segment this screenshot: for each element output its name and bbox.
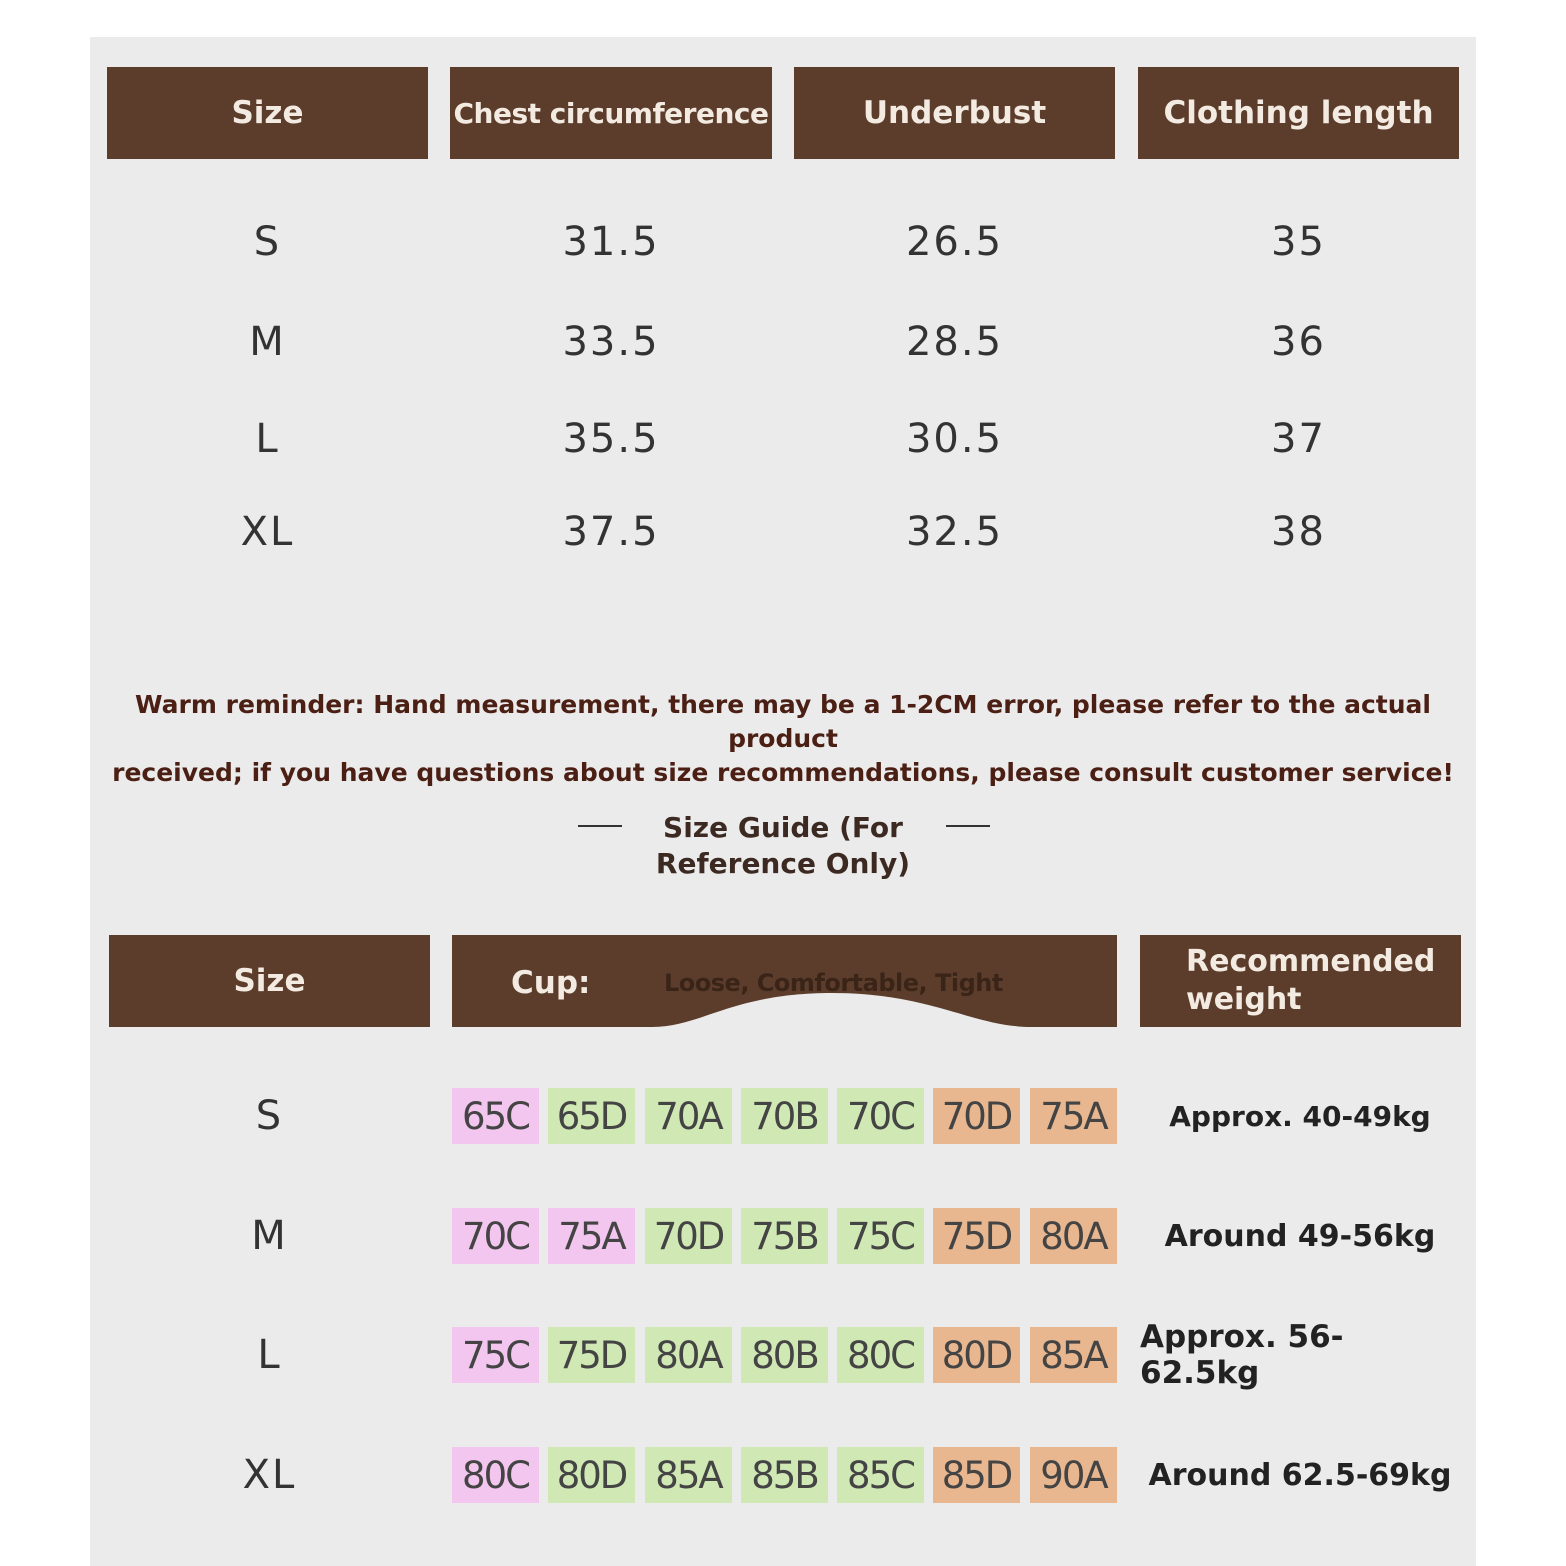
size-label: L	[257, 1332, 282, 1378]
cup-size-cell: 70A	[645, 1088, 732, 1144]
table-cell: 26.5	[905, 219, 1004, 265]
table-cell: 33.5	[562, 319, 660, 365]
reminder-line-2: received; if you have questions about size recommendations, please consult customer service!	[112, 758, 1454, 787]
size-guide-title-line-2: Reference Only)	[655, 847, 911, 880]
size-label: XL	[242, 1452, 297, 1498]
recommended-weight: Around 62.5-69kg	[1148, 1457, 1452, 1493]
cup-size-cell: 70B	[741, 1088, 828, 1144]
table-cell: S	[253, 219, 282, 265]
size-guide-title	[640, 810, 926, 882]
header-underbust: Underbust	[794, 67, 1115, 159]
cup-size-cell: 75A	[1030, 1088, 1117, 1144]
table-cell: 36	[1271, 319, 1326, 365]
table-cell: 37	[1271, 416, 1326, 462]
header-recommended-weight	[1140, 935, 1461, 1027]
cup-size-cell: 80A	[1030, 1208, 1117, 1264]
cup-size-cell: 80C	[837, 1327, 924, 1383]
size-label: M	[251, 1213, 288, 1259]
cup-size-cell: 80D	[933, 1327, 1020, 1383]
title-dash-right	[946, 825, 990, 827]
header-cup	[452, 935, 1117, 1027]
cup-size-cell: 80D	[548, 1447, 635, 1503]
size-guide-title-line-1: Size Guide (For	[663, 811, 903, 844]
table-cell: 32.5	[905, 509, 1004, 555]
header-chest-circumference: Chest circumference	[450, 67, 772, 159]
size-label: S	[255, 1093, 284, 1139]
cup-size-cell: 70D	[645, 1208, 732, 1264]
table-cell: 35.5	[562, 416, 660, 462]
cup-size-cell: 85A	[645, 1447, 732, 1503]
cup-size-cell: 65C	[452, 1088, 539, 1144]
cup-size-cell: 70C	[452, 1208, 539, 1264]
table-cell: 30.5	[905, 416, 1004, 462]
table-cell: XL	[240, 509, 295, 555]
header-weight-line-1: Recommended	[1186, 944, 1436, 979]
table-cell: 28.5	[905, 319, 1004, 365]
cup-size-cell: 75C	[452, 1327, 539, 1383]
warm-reminder-note	[100, 688, 1466, 790]
cup-size-cell: 75A	[548, 1208, 635, 1264]
cup-size-cell: 85D	[933, 1447, 1020, 1503]
cup-size-cell: 70D	[933, 1088, 1020, 1144]
table-cell: L	[255, 416, 280, 462]
table-cell: 31.5	[562, 219, 660, 265]
header-cup-label: Cup:	[511, 965, 591, 1001]
cup-size-cell: 65D	[548, 1088, 635, 1144]
table-cell: 37.5	[562, 509, 660, 555]
cup-size-cell: 75C	[837, 1208, 924, 1264]
table-cell: M	[249, 319, 286, 365]
cup-size-cell: 80A	[645, 1327, 732, 1383]
cup-size-cell: 90A	[1030, 1447, 1117, 1503]
cup-size-cell: 70C	[837, 1088, 924, 1144]
cup-size-cell: 85B	[741, 1447, 828, 1503]
table-cell: 35	[1271, 219, 1326, 265]
header-clothing-length: Clothing length	[1138, 67, 1459, 159]
cup-size-cell: 75D	[933, 1208, 1020, 1264]
cup-size-cell: 85A	[1030, 1327, 1117, 1383]
recommended-weight: Approx. 40-49kg	[1169, 1099, 1431, 1133]
cup-size-cell: 75D	[548, 1327, 635, 1383]
cup-size-cell: 80C	[452, 1447, 539, 1503]
title-dash-left	[578, 825, 622, 827]
header-size: Size	[107, 67, 428, 159]
cup-size-cell: 80B	[741, 1327, 828, 1383]
recommended-weight: Approx. 56-62.5kg	[1140, 1319, 1344, 1391]
cup-size-cell: 75B	[741, 1208, 828, 1264]
recommended-weight: Around 49-56kg	[1164, 1218, 1436, 1254]
table-cell: 38	[1271, 509, 1326, 555]
header-weight-line-2: weight	[1186, 982, 1302, 1017]
reminder-line-1: Warm reminder: Hand measurement, there may be a 1-2CM error, please refer to the actual product	[134, 690, 1431, 753]
cup-size-cell: 85C	[837, 1447, 924, 1503]
header-size-2: Size	[109, 935, 430, 1027]
header-cup-sublabel: Loose, Comfortable, Tight	[664, 969, 1003, 997]
